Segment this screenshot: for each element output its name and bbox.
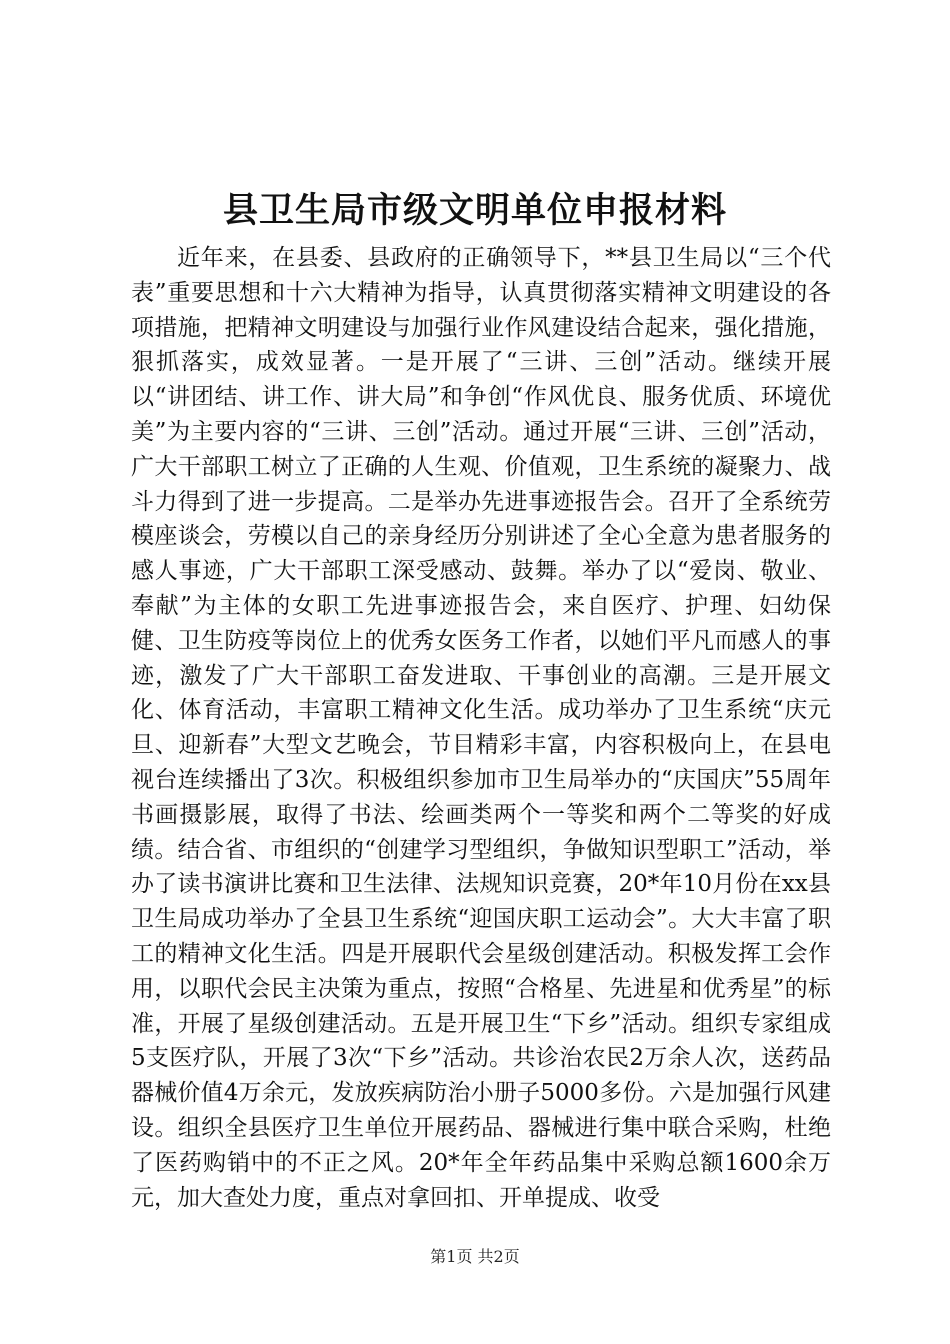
body-paragraph: 近年来，在县委、县政府的正确领导下，**县卫生局以“三个代表”重要思想和十六大精神为指导，认真贯彻落实精神文明建设的各项措施，把精神文明建设与加强行业作风建设结合起来，强化措施，狠抓落实，成效显著。一是开展了“三讲、三创”活动。继续开展以“讲团结、讲工作、讲大局”和争创“作风优良、服务优质、环境优美”为主要内容的“三讲、三创”活动。通过开展“三讲、三创”活动，广大干部职工树立了正确的人生观、价值观，卫生系统的凝聚力、战斗力得到了进一步提高。二是举办先进事迹报告会。召开了全系统劳模座谈会，劳模以自己的亲身经历分别讲述了全心全意为患者服务的感人事迹，广大干部职工深受感动、鼓舞。举办了以“爱岗、敬业、奉献”为主体的女职工先进事迹报告会，来自医疗、护理、妇幼保健、卫生防疫等岗位上的优秀女医务工作者，以她们平凡而感人的事迹，激发了广大干部职工奋发进取、干事创业的高潮。三是开展文化、体育活动，丰富职工精神文化生活。成功举办了卫生系统“庆元旦、迎新春”大型文艺晚会，节目精彩丰富，内容积极向上，在县电视台连续播出了3次。积极组织参加市卫生局举办的“庆国庆”55周年书画摄影展，取得了书法、绘画类两个一等奖和两个二等奖的好成绩。结合省、市组织的“创建学习型组织，争做知识型职工”活动，举办了读书演讲比赛和卫生法律、法规知识竞赛，20*年10月份在xx县卫生局成功举办了全县卫生系统“迎国庆职工运动会”。大大丰富了职工的精神文化生活。四是开展职代会星级创建活动。积极发挥工会作用，以职代会民主决策为重点，按照“合格星、先进星和优秀星”的标准，开展了星级创建活动。五是开展卫生“下乡”活动。组织专家组成5支医疗队，开展了3次“下乡”活动。共诊治农民2万余人次，送药品器械价值4万余元，发放疾病防治小册子5000多份。六是加强行风建设。组织全县医疗卫生单位开展药品、器械进行集中联合采购，杜绝了医药购销中的不正之风。20*年全年药品集中采购总额1600余万元，加大查处力度，重点对拿回扣、开单提成、收受 [131, 245, 831, 1211]
page-indicator: 第1页 共2页 [430, 1247, 520, 1266]
document-title: 县卫生局市级文明单位申报材料 [222, 190, 727, 231]
